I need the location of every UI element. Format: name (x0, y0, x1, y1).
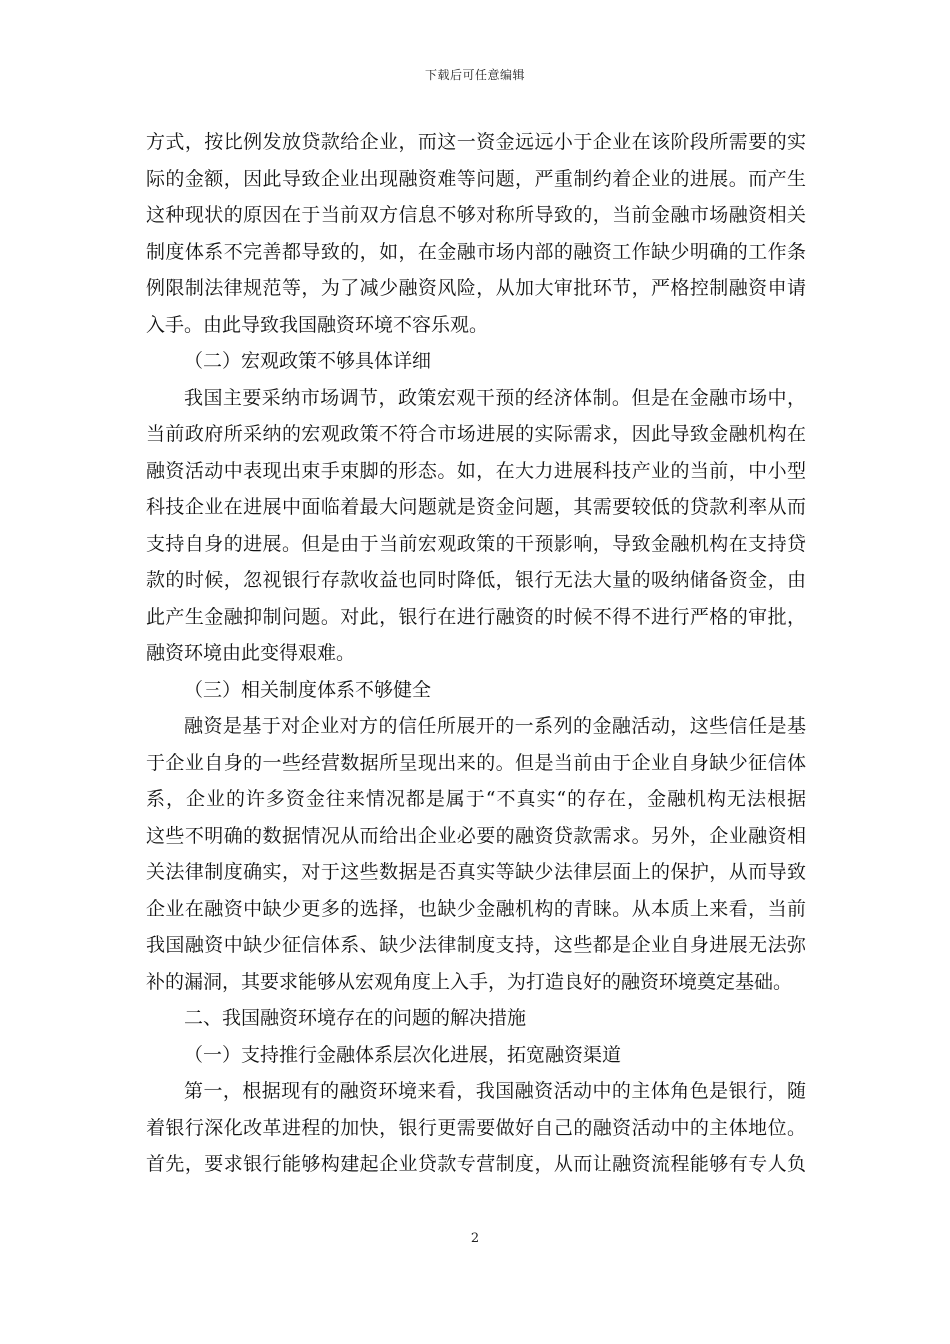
body-line: 我国融资中缺少征信体系、缺少法律制度支持，这些都是企业自身进展无法弥 (146, 934, 806, 956)
body-line: 这些不明确的数据情况从而给出企业必要的融资贷款需求。另外，企业融资相 (146, 824, 806, 847)
body-line: 企业在融资中缺少更多的选择，也缺少金融机构的青睐。从本质上来看，当前 (146, 897, 806, 920)
section-heading: （三）相关制度体系不够健全 (184, 678, 432, 701)
document-body (146, 124, 806, 1183)
section-heading: （一）支持推行金融体系层次化进展，拓宽融资渠道 (184, 1043, 622, 1066)
body-line: 补的漏洞，其要求能够从宏观角度上入手，为打造良好的融资环境奠定基础。 (146, 970, 793, 993)
body-line: 此产生金融抑制问题。对此，银行在进行融资的时候不得不进行严格的审批， (146, 605, 806, 628)
body-line: 着银行深化改革进程的加快，银行更需要做好自己的融资活动中的主体地位。 (146, 1116, 806, 1139)
body-line: 入手。由此导致我国融资环境不容乐观。 (146, 313, 489, 336)
body-line: 例限制法律规范等，为了减少融资风险，从加大审批环节，严格控制融资申请 (146, 277, 806, 299)
body-line: 融资环境由此变得艰难。 (146, 642, 356, 664)
body-line: 支持自身的进展。但是由于当前宏观政策的干预影响，导致金融机构在支持贷 (146, 532, 806, 555)
body-line: 关法律制度确实，对于这些数据是否真实等缺少法律层面上的保护，从而导致 (146, 861, 806, 883)
section-heading: 二、我国融资环境存在的问题的解决措施 (184, 1007, 527, 1029)
body-line: 融资是基于对企业对方的信任所展开的一系列的金融活动，这些信任是基 (184, 715, 806, 737)
page-number: 2 (470, 1231, 480, 1246)
page-header: 下载后可任意编辑 (424, 68, 525, 82)
body-line: 当前政府所采纳的宏观政策不符合市场进展的实际需求，因此导致金融机构在 (146, 423, 806, 445)
body-line: 款的时候，忽视银行存款收益也同时降低，银行无法大量的吸纳储备资金，由 (146, 569, 806, 591)
body-line: 融资活动中表现出束手束脚的形态。如，在大力进展科技产业的当前，中小型 (146, 459, 806, 482)
body-line: 第一，根据现有的融资环境来看，我国融资活动中的主体角色是银行，随 (184, 1080, 806, 1102)
body-line: 系，企业的许多资金往来情况都是属于“不真实“的存在，金融机构无法根据 (146, 788, 806, 810)
body-line: 我国主要采纳市场调节，政策宏观干预的经济体制。但是在金融市场中， (184, 386, 806, 409)
body-line: 方式，按比例发放贷款给企业，而这一资金远远小于企业在该阶段所需要的实 (146, 131, 806, 153)
body-line: 制度体系不完善都导致的，如，在金融市场内部的融资工作缺少明确的工作条 (146, 240, 806, 263)
body-line: 于企业自身的一些经营数据所呈现出来的。但是当前由于企业自身缺少征信体 (146, 751, 806, 774)
section-heading: （二）宏观政策不够具体详细 (184, 350, 432, 372)
body-line: 首先，要求银行能够构建起企业贷款专营制度，从而让融资流程能够有专人负 (146, 1153, 806, 1175)
body-line: 际的金额，因此导致企业出现融资难等问题，严重制约着企业的进展。而产生 (146, 167, 806, 190)
body-line: 科技企业在进展中面临着最大问题就是资金问题，其需要较低的贷款利率从而 (146, 496, 806, 518)
body-line: 这种现状的原因在于当前双方信息不够对称所导致的，当前金融市场融资相关 (146, 204, 806, 226)
